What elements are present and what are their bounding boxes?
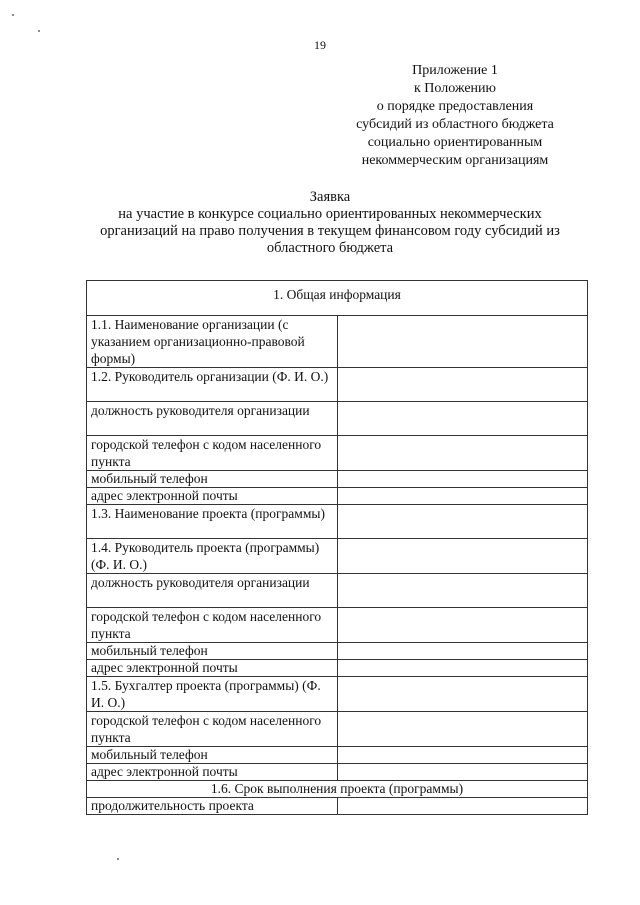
appendix-line: некоммерческим организациям [361,153,549,168]
table-row [87,608,588,643]
table-row [87,798,588,815]
table-row [87,488,588,505]
table-row [87,643,588,660]
row-value-cell[interactable] [337,488,588,505]
scan-speck [38,30,40,32]
row-value-cell[interactable] [337,505,588,539]
title-line: организаций на право получения в текущем финансовом году субсидий из [100,223,560,239]
table-row [87,368,588,402]
row-label: 1.2. Руководитель организации (Ф. И. О.) [87,368,338,402]
table-row [87,471,588,488]
row-value-cell[interactable] [337,747,588,764]
row-label: адрес электронной почты [87,660,338,677]
row-label: должность руководителя организации [87,574,338,608]
table-row [87,316,588,368]
table-row [87,677,588,712]
table-row [87,712,588,747]
row-label: должность руководителя организации [87,402,338,436]
row-value-cell[interactable] [337,316,588,368]
row-value-cell[interactable] [337,764,588,781]
scan-speck [12,14,14,16]
table-row [87,436,588,471]
row-value-cell[interactable] [337,677,588,712]
row-label: 1.5. Бухгалтер проекта (программы) (Ф. И. О.) [87,677,338,712]
section-header-row [87,781,588,798]
table-row [87,402,588,436]
row-label: мобильный телефон [87,471,338,488]
appendix-line: Приложение 1 [412,63,498,78]
application-form-table [86,280,588,815]
appendix-line: к Положению [413,81,496,96]
row-label: продолжительность проекта [87,798,338,815]
row-label: городской телефон с кодом населенного пункта [87,712,338,747]
row-value-cell[interactable] [337,539,588,574]
row-label: 1.4. Руководитель проекта (программы) (Ф. И. О.) [87,539,338,574]
table-row [87,764,588,781]
scan-speck [117,858,119,860]
row-value-cell[interactable] [337,643,588,660]
section-header-row [87,281,588,316]
table-row [87,505,588,539]
document-title [80,189,580,257]
row-value-cell[interactable] [337,798,588,815]
row-label: мобильный телефон [87,643,338,660]
row-value-cell[interactable] [337,368,588,402]
section-header-general-info: 1. Общая информация [87,281,588,316]
appendix-line: о порядке предоставления [376,99,534,114]
row-label: адрес электронной почты [87,764,338,781]
title-heading: Заявка [309,189,351,205]
appendix-line: социально ориентированным [367,135,543,150]
row-value-cell[interactable] [337,471,588,488]
row-value-cell[interactable] [337,608,588,643]
row-value-cell[interactable] [337,436,588,471]
row-label: мобильный телефон [87,747,338,764]
title-line: областного бюджета [266,240,394,256]
appendix-line: субсидий из областного бюджета [356,117,554,132]
table-row [87,574,588,608]
title-line: на участие в конкурсе социально ориентированных некоммерческих [118,206,542,222]
table-row [87,747,588,764]
page-number: 19 [314,38,326,52]
row-value-cell[interactable] [337,574,588,608]
row-label: адрес электронной почты [87,488,338,505]
row-value-cell[interactable] [337,660,588,677]
appendix-block [330,62,580,170]
row-value-cell[interactable] [337,712,588,747]
row-label: городской телефон с кодом населенного пункта [87,608,338,643]
row-label: 1.1. Наименование организации (с указанием организационно-правовой формы) [87,316,338,368]
section-header-project-duration: 1.6. Срок выполнения проекта (программы) [87,781,588,798]
row-label: городской телефон с кодом населенного пункта [87,436,338,471]
row-value-cell[interactable] [337,402,588,436]
table-row [87,539,588,574]
row-label: 1.3. Наименование проекта (программы) [87,505,338,539]
table-row [87,660,588,677]
